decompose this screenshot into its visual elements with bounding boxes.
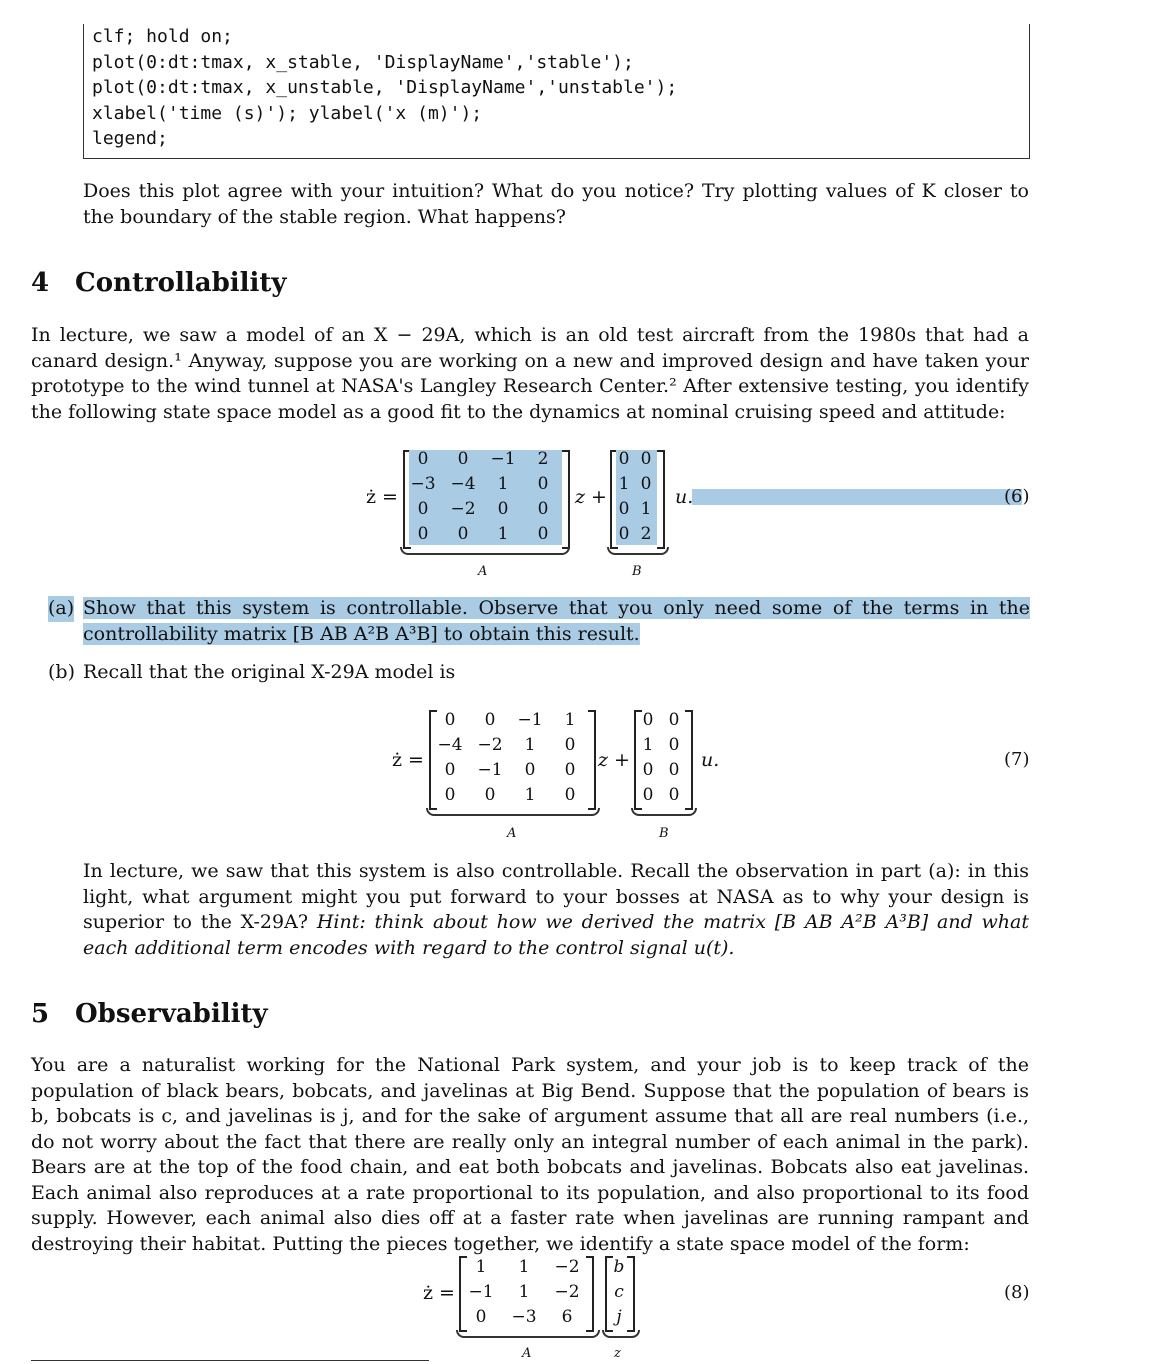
matrix-cell: −3 <box>511 1307 537 1327</box>
matrix-cell: 2 <box>537 449 549 469</box>
matrix-cell: 0 <box>484 785 496 805</box>
matrix-cell: 0 <box>564 735 576 755</box>
matrix-cell: 2 <box>640 524 652 544</box>
eq8-label-a: A <box>522 1346 532 1361</box>
matrix-cell: 0 <box>564 760 576 780</box>
matrix-cell: 0 <box>417 499 429 519</box>
matrix-cell: 0 <box>642 710 654 730</box>
eq8-label-z: z <box>614 1346 621 1361</box>
eq6-a-right-bracket <box>562 450 570 549</box>
eq7-b-underbrace <box>631 808 697 816</box>
code-line: xlabel('time (s)'); ylabel('x (m)'); <box>92 102 483 124</box>
matrix-cell: 1 <box>497 474 509 494</box>
matrix-cell: 1 <box>518 1257 530 1277</box>
matrix-cell: 6 <box>561 1307 573 1327</box>
eq8-a-right-bracket <box>586 1256 594 1332</box>
matrix-cell: 0 <box>642 785 654 805</box>
part-b-followup <box>83 859 1029 961</box>
matrix-cell: c <box>614 1282 624 1302</box>
matrix-cell: 0 <box>484 710 496 730</box>
code-line: plot(0:dt:tmax, x_unstable, 'DisplayName','unstable'); <box>92 77 678 98</box>
matrix-cell: 0 <box>537 524 549 544</box>
matrix-cell: 1 <box>524 785 536 805</box>
matrix-cell: −3 <box>410 474 436 494</box>
matrix-cell: j <box>616 1307 622 1327</box>
eq6-lhs: ż = <box>366 486 398 508</box>
matrix-cell: 0 <box>668 710 680 730</box>
eq7-number: (7) <box>1004 749 1030 770</box>
equation-8 <box>0 1248 1174 1364</box>
matrix-cell: 0 <box>457 449 469 469</box>
equation-6 <box>0 440 1174 585</box>
part-b <box>48 660 1030 686</box>
matrix-cell: 0 <box>475 1307 487 1327</box>
matrix-cell: 0 <box>537 499 549 519</box>
matrix-cell: 1 <box>524 735 536 755</box>
equation-7 <box>0 700 1174 845</box>
section-5-heading <box>31 999 268 1029</box>
eq8-a-underbrace <box>456 1330 600 1338</box>
matrix-cell: 1 <box>642 735 654 755</box>
eq6-label-b: B <box>632 564 642 579</box>
section-4-intro: In lecture, we saw a model of an X − 29A, which is an old test aircraft from the 1980s that had a canard design.¹ Anyway, suppose you are working on a new and improved design and have taken your prototype to the wind tunnel at NASA's Langley Research Center.² After extensive testing, you identify the following state space model as a good fit to the dynamics at nominal cruising speed and attitude: <box>31 324 1029 423</box>
hint-text: Hint: think about how we derived the matrix [B AB A²B A³B] and what each additional term encodes with regard to the control signal u(t). <box>83 911 1029 959</box>
eq8-z-underbrace <box>602 1330 640 1338</box>
matrix-cell: −1 <box>468 1282 494 1302</box>
matrix-cell: 1 <box>497 524 509 544</box>
eq6-z-plus: z + <box>575 486 607 508</box>
matrix-cell: 0 <box>640 449 652 469</box>
matrix-cell: 0 <box>444 785 456 805</box>
section-5-intro: You are a naturalist working for the National Park system, and your job is to keep track of the population of black bears, bobcats, and javelinas at Big Bend. Suppose that the population of bears is b, bobcats is c, and javelinas is j, and for the sake of argument assume that all are real numbers (i.e., do not worry about the fact that there are really only an integral number of each animal in the park). Bears are at the top of the food chain, and eat both bobcats and javelinas. Bobcats also eat javelinas. Each animal also reproduces at a rate proportional to its population, and also proportional to its food supply. However, each animal also dies off at a faster rate when javelinas are running rampant and destroying their habitat. Putting the pieces together, we identify a state space model of the form: <box>31 1054 1029 1255</box>
section-number: 4 <box>31 268 50 298</box>
eq7-z-plus: z + <box>598 749 630 771</box>
matrix-cell: b <box>613 1257 625 1277</box>
eq6-u: u. <box>675 486 694 508</box>
eq7-u: u. <box>701 749 720 771</box>
part-a-label: (a) <box>48 596 74 622</box>
eq8-number: (8) <box>1004 1282 1030 1303</box>
section-4-heading <box>31 268 287 298</box>
section-number: 5 <box>31 999 50 1029</box>
footnote-rule <box>31 1360 429 1361</box>
code-line: legend; <box>92 128 168 149</box>
matrix-cell: −1 <box>490 449 516 469</box>
matrix-cell: 1 <box>640 499 652 519</box>
eq7-lhs: ż = <box>392 749 424 771</box>
part-b-text: Recall that the original X-29A model is <box>83 661 456 683</box>
part-b-followup-text: In lecture, we saw that this system is also controllable. Recall the observation in part (a): in this light, what argument might you put forward to your bosses at NASA as to why your design is superior to the X-29A? <box>83 860 1029 933</box>
matrix-cell: 0 <box>444 760 456 780</box>
eq6-number: (6) <box>1004 486 1030 507</box>
eq7-label-b: B <box>659 826 669 841</box>
eq6-b-underbrace <box>607 547 669 555</box>
matrix-cell: 0 <box>668 785 680 805</box>
matrix-cell: −2 <box>554 1257 580 1277</box>
eq6-label-a: A <box>478 564 488 579</box>
eq8-lhs: ż = <box>423 1282 455 1304</box>
matrix-cell: −4 <box>450 474 476 494</box>
eq6-a-underbrace <box>400 547 570 555</box>
matrix-cell: 0 <box>618 449 630 469</box>
matrix-cell: 0 <box>457 524 469 544</box>
part-a-text: Show that this system is controllable. Observe that you only need some of the terms in the controllability matrix [B AB A²B A³B] to obtain this result. <box>83 597 1030 645</box>
matrix-cell: 0 <box>618 499 630 519</box>
code-block <box>83 24 1030 159</box>
matrix-cell: 0 <box>444 710 456 730</box>
matrix-cell: 0 <box>640 474 652 494</box>
code-line: clf; hold on; <box>92 26 233 47</box>
matrix-cell: 0 <box>417 524 429 544</box>
section-title: Controllability <box>75 268 287 298</box>
matrix-cell: 0 <box>668 735 680 755</box>
part-a <box>48 596 1030 647</box>
matrix-cell: −1 <box>477 760 503 780</box>
intuition-paragraph: Does this plot agree with your intuition? What do you notice? Try plotting values of K closer to the boundary of the stable region. What happens? <box>83 180 1029 228</box>
matrix-cell: 1 <box>518 1282 530 1302</box>
section-title: Observability <box>75 999 268 1029</box>
matrix-cell: −2 <box>554 1282 580 1302</box>
matrix-cell: 0 <box>417 449 429 469</box>
matrix-cell: 0 <box>618 524 630 544</box>
eq7-a-right-bracket <box>588 710 596 810</box>
matrix-cell: 0 <box>537 474 549 494</box>
matrix-cell: 0 <box>668 760 680 780</box>
highlight-band <box>692 489 1022 505</box>
eq7-label-a: A <box>507 826 517 841</box>
code-line: plot(0:dt:tmax, x_stable, 'DisplayName','stable'); <box>92 51 634 73</box>
eq7-a-underbrace <box>426 808 600 816</box>
matrix-cell: −4 <box>437 735 463 755</box>
matrix-cell: 0 <box>497 499 509 519</box>
matrix-cell: −1 <box>517 710 543 730</box>
matrix-cell: −2 <box>477 735 503 755</box>
matrix-cell: 0 <box>642 760 654 780</box>
matrix-cell: 0 <box>564 785 576 805</box>
part-b-label: (b) <box>48 661 75 683</box>
matrix-cell: 0 <box>524 760 536 780</box>
matrix-cell: 1 <box>564 710 576 730</box>
matrix-cell: 1 <box>618 474 630 494</box>
matrix-cell: 1 <box>475 1257 487 1277</box>
matrix-cell: −2 <box>450 499 476 519</box>
